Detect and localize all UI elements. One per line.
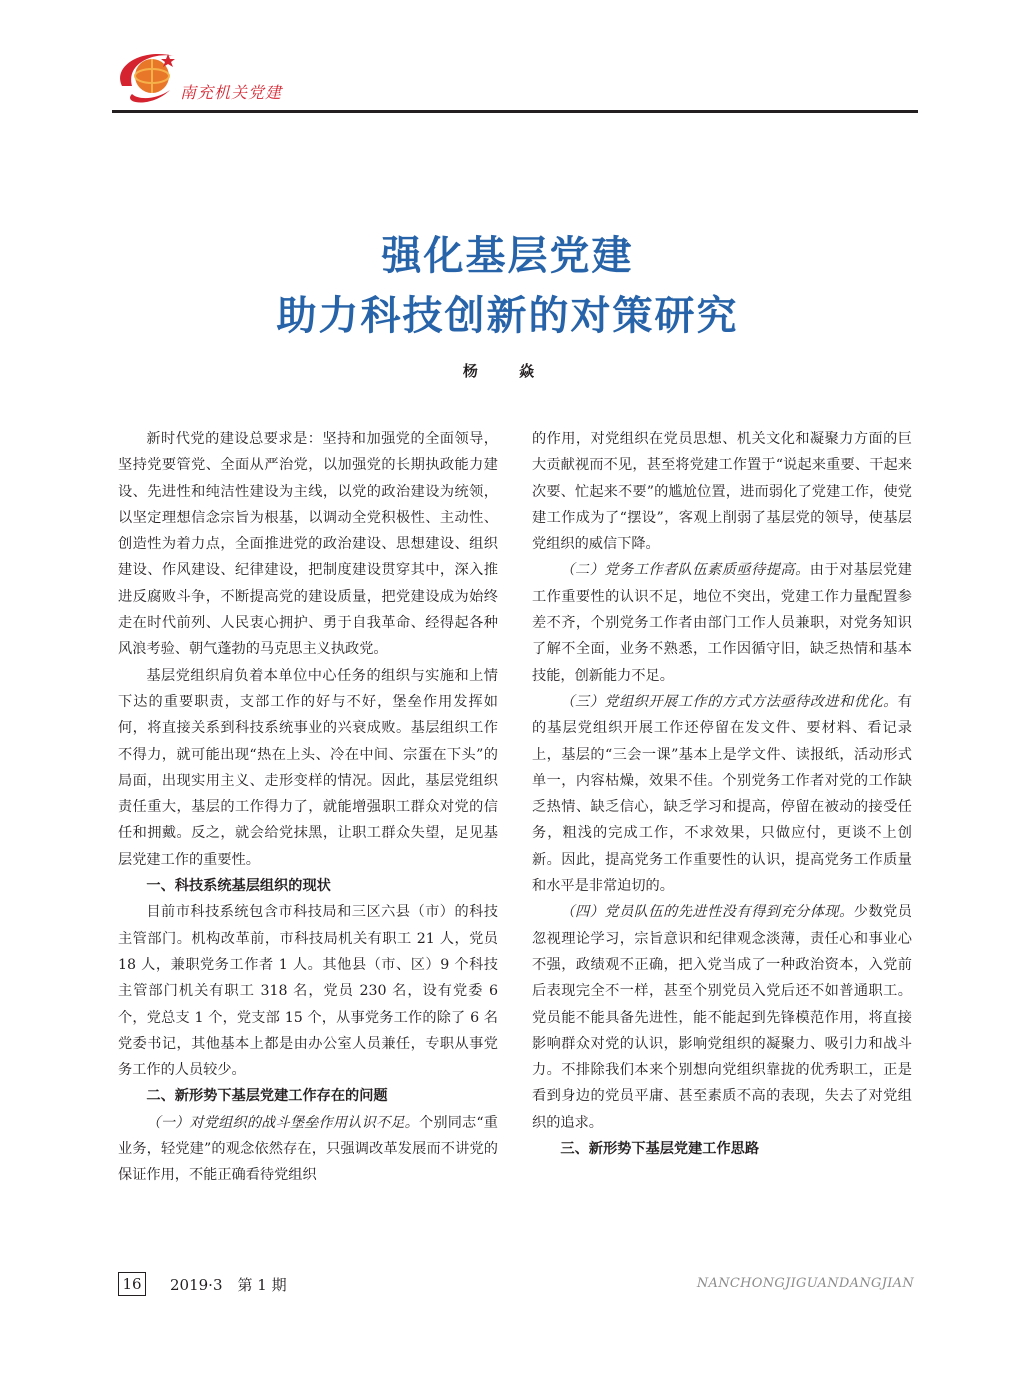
paragraph-text: 由于对基层党建工作重要性的认识不足，地位不突出，党建工作力量配置参差不齐，个别党务工作者由部门工作人员兼职，对党务知识了解不全面，业务不熟悉，工作因循守旧，缺乏热情和基本技能，创新能力不足。 — [532, 562, 912, 684]
paragraph: 基层党组织肩负着本单位中心任务的组织与实施和上情下达的重要职责，支部工作的好与不好，堡垒作用发挥如何，将直接关系到科技系统事业的兴衰成败。基层组织工作不得力，就可能出现“热在上头、冷在中间、宗蛋在下头”的局面，出现实用主义、走形变样的情况。因此，基层党组织责任重大，基层的工作得力了，就能增强职工群众对党的信任和拥戴。反之，就会给党抹黑，让职工群众失望，足见基层党建工作的重要性。 — [118, 667, 498, 868]
paragraph: 的作用，对党组织在党员思想、机关文化和凝聚力方面的巨大贡献视而不见，甚至将党建工作置于“说起来重要、干起来次要、忙起来不要”的尴尬位置，进而弱化了党建工作，使党建工作成为了“摆设”，客观上削弱了基层党的领导，使基层党组织的威信下降。 — [532, 431, 912, 553]
section-heading: 一、科技系统基层组织的现状 — [146, 878, 331, 895]
issue-info: 2019·3 第 1 期 — [170, 1276, 287, 1294]
subheading: （二）党务工作者队伍素质亟待提高。 — [560, 562, 810, 579]
page-number: 16 — [118, 1272, 146, 1296]
right-column — [532, 426, 912, 1162]
footer-brand: NANCHONGJIGUANDANGJIAN — [696, 1276, 914, 1291]
section-heading: 三、新形势下基层党建工作思路 — [560, 1141, 760, 1158]
section-heading: 二、新形势下基层党建工作存在的问题 — [146, 1088, 388, 1105]
subheading: （一）对党组织的战斗堡垒作用认识不足。 — [146, 1114, 419, 1131]
page-footer — [118, 1272, 914, 1298]
paragraph: 目前市科技系统包含市科技局和三区六县（市）的科技主管部门。机构改革前，市科技局机关有职工 21 人，党员 18 人，兼职党务工作者 1 人。其他县（市、区）9 个科技主管部门机关有职工 318 名，党员 230 名，设有党委 6 个，党总支 1 个，党支部 15 个，从事党务工作的除了 6 名党委书记，其他基本上都是由办公室人员兼任，专职从事党务工作的人员较少。 — [118, 904, 498, 1079]
paragraph-text: 个别同志“重业务，轻党建”的观念依然存在，只强调改革发展而不讲党的保证作用，不能正确看待党组织 — [118, 1114, 498, 1184]
header-rule — [112, 110, 918, 113]
paragraph — [532, 899, 912, 1136]
paragraph — [118, 1110, 498, 1189]
left-column — [118, 426, 498, 1189]
magazine-brand: 南充机关党建 — [180, 83, 283, 102]
subheading: （四）党员队伍的先进性没有得到充分体现。 — [560, 904, 854, 921]
magazine-logo-icon — [112, 46, 184, 110]
paragraph — [532, 689, 912, 899]
title-line-2: 助力科技创新的对策研究 — [276, 292, 739, 339]
article-title — [0, 226, 1015, 346]
subheading: （三）党组织开展工作的方式方法亟待改进和优化。 — [560, 693, 898, 710]
article-author: 杨 焱 — [462, 362, 553, 380]
paragraph-text: 少数党员忽视理论学习，宗旨意识和纪律观念淡薄，责任心和事业心不强，政绩观不正确，把入党当成了一种政治资本，入党前后表现完全不一样，甚至个别党员入党后还不如普通职工。党员能不能具备先进性，能不能起到先锋模范作用，将直接影响群众对党的认识，影响党组织的凝聚力、吸引力和战斗力。不排除我们本来个别想向党组织靠拢的优秀职工，正是看到身边的党员平庸、甚至素质不高的表现，失去了对党组织的追求。 — [532, 904, 912, 1131]
paragraph: 新时代党的建设总要求是：坚持和加强党的全面领导，坚持党要管党、全面从严治党，以加强党的长期执政能力建设、先进性和纯洁性建设为主线，以党的政治建设为统领，以坚定理想信念宗旨为根基，以调动全党积极性、主动性、创造性为着力点，全面推进党的政治建设、思想建设、组织建设、作风建设、纪律建设，把制度建设贯穿其中，深入推进反腐败斗争，不断提高党的建设质量，把党建设成为始终走在时代前列、人民衷心拥护、勇于自我革命、经得起各种风浪考验、朝气蓬勃的马克思主义执政党。 — [118, 431, 498, 658]
paragraph-text: 有的基层党组织开展工作还停留在发文件、要材料、看记录上，基层的“三会一课”基本上是学文件、读报纸，活动形式单一，内容枯燥，效果不佳。个别党务工作者对党的工作缺乏热情、缺乏信心，缺乏学习和提高，停留在被动的接受任务，粗浅的完成工作，不求效果，只做应付，更谈不上创新。因此，提高党务工作重要性的认识，提高党务工作质量和水平是非常迫切的。 — [532, 693, 912, 895]
title-line-1: 强化基层党建 — [381, 232, 634, 279]
paragraph — [532, 557, 912, 688]
